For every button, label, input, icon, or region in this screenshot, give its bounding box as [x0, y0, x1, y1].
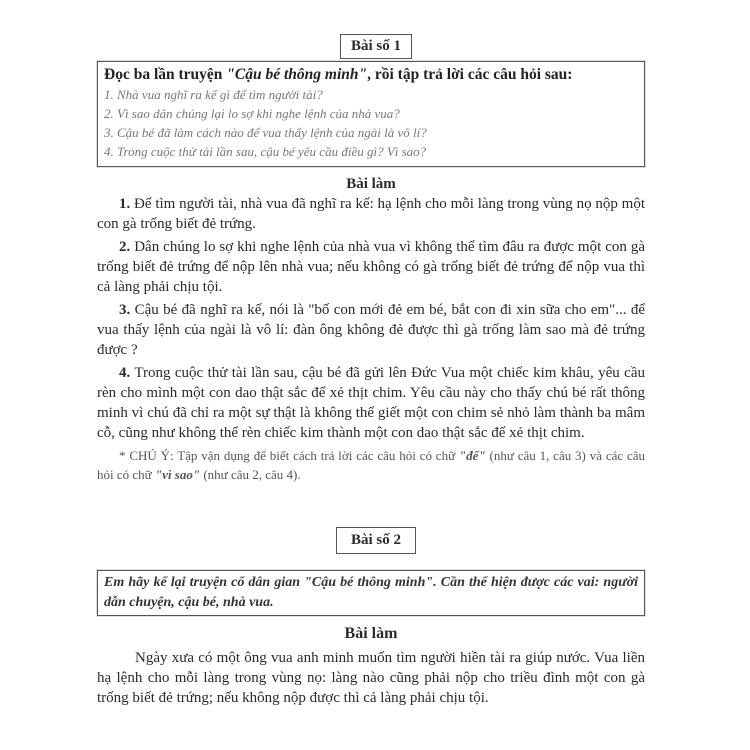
answer-text: Trong cuộc thử tài lần sau, cậu bé đã gửi lên Đức Vua một chiếc kim khâu, yêu cầu rèn cho mình một con dao thật sắc để xẻ thịt chim. Yêu cầu này cho thấy chú bé rất thông minh vì chú đã chỉ ra một sự thật là không thể giết một con chim sẻ nhỏ làm thành ba mâm cỗ, cũng như không thể rèn chiếc kim thành một con dao thật sắc để xẻ thịt chim. [97, 365, 645, 441]
exercise-1-question-box [97, 61, 645, 167]
answer-number: 1. [119, 196, 131, 212]
exercise-2-question-box [97, 570, 645, 616]
answer-heading: Bài làm [344, 625, 398, 642]
prompt-text: Đọc ba lần truyện [104, 66, 227, 83]
answer-number: 2. [119, 239, 131, 255]
answer-text: Cậu bé đã nghĩ ra kế, nói là "bố con mới đẻ em bé, bắt con đi xin sữa cho em"... để vua thấy lệnh của ngài là vô lí: đàn ông không đẻ được thì gà trống làm sao mà đẻ trứng được ? [97, 302, 645, 358]
question-item: 1. Nhà vua nghĩ ra kế gì để tìm người tài? [104, 87, 323, 102]
answer-paragraph: Ngày xưa có một ông vua anh minh muốn tìm người hiền tài ra giúp nước. Vua liền hạ lệnh cho mỗi làng trong vùng nọ: làng nào cũng phải nộp cho triều đình một con gà trống biết đẻ trứng; nếu không nộp được thì cả làng phải chịu tội. [97, 650, 645, 706]
answer-paragraph [97, 300, 645, 360]
note [97, 446, 645, 484]
answer-number: 3. [119, 302, 131, 318]
exercise-1-answer [97, 174, 645, 487]
exercise-2-prompt: Em hãy kể lại truyện cổ dân gian "Cậu bé thông minh". Cần thể hiện được các vai: người dẫn chuyện, cậu bé, nhà vua. [104, 575, 638, 610]
exercise-1-title: Bài số 1 [340, 34, 412, 59]
prompt-text: , rồi tập trả lời các câu hỏi sau: [367, 66, 573, 83]
answer-text: Để tìm người tài, nhà vua đã nghĩ ra kế: hạ lệnh cho mỗi làng trong vùng nọ nộp một con gà trống biết đẻ trứng. [97, 196, 645, 232]
exercise-1-prompt [104, 65, 638, 85]
note-text: (như câu 2, câu 4). [200, 467, 301, 482]
note-text: * CHÚ Ý: Tập vận dụng để biết cách trả lời các câu hỏi có chữ [119, 448, 459, 463]
answer-paragraph [97, 363, 645, 443]
note-keyword: "vì sao" [154, 467, 201, 482]
question-item: 2. Vì sao dân chúng lại lo sợ khi nghe lệnh của nhà vua? [104, 106, 400, 121]
note-text: (như câu 1, câu 3) và các câu hỏi có chữ [97, 448, 646, 482]
story-title: "Cậu bé thông minh" [226, 66, 368, 83]
question-item: 3. Cậu bé đã làm cách nào để vua thấy lệnh của ngài là vô lí? [104, 125, 427, 140]
question-item: 4. Trong cuộc thử tài lần sau, cậu bé yêu cầu điều gì? Vì sao? [104, 144, 427, 159]
exercise-2-answer [97, 624, 645, 711]
exercise-2-title: Bài số 2 [336, 527, 416, 554]
answer-heading: Bài làm [346, 176, 396, 192]
answer-paragraph [97, 194, 645, 234]
answer-number: 4. [119, 365, 131, 381]
note-keyword: "để" [458, 448, 486, 463]
answer-text: Dân chúng lo sợ khi nghe lệnh của nhà vua vì không thể tìm đâu ra được một con gà trống biết đẻ trứng để nộp lên nhà vua; nếu không có gà trống biết đẻ trứng để nộp vua thì cả làng phải chịu tội. [97, 239, 645, 295]
answer-paragraph [97, 237, 645, 297]
